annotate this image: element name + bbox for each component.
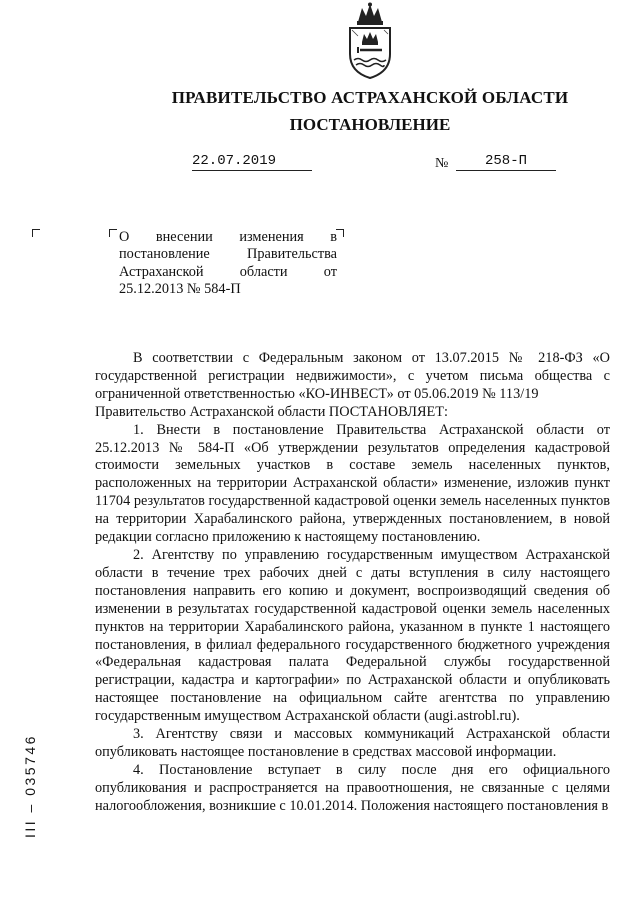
resolution-line: Правительство Астраханской области ПОСТАНОВЛЯЕТ: (95, 403, 448, 420)
subject-corner-mark-inner (109, 229, 117, 237)
item-paragraph-1: 1. Внести в постановление Правительства Астраханской области от 25.12.2013 № 584-П «Об утверждении результатов определения кадастровой стоимости земельных участков в составе земель населенных пунктов, расположенных на территории Астраханской области» изменение, изложив пункт 11704 результатов государственной кадастровой оценки земель населенных пунктов на территории Харабалинского района, утвержденных постановлением, в новой редакции согласно приложению к настоящему постановлению. (95, 421, 610, 546)
number-sign: № (435, 156, 449, 171)
document-subject: О внесении изменения в постановление Правительства Астраханской области от 25.12.2013 № 584-П (119, 229, 337, 298)
document-number: 258-П (456, 153, 556, 171)
preamble-paragraph: В соответствии с Федеральным законом от 13.07.2015 № 218-ФЗ «О государственной регистрации недвижимости», с учетом письма общества с ограниченной ответственностью «КО-ИНВЕСТ» от 05.06.2019 № 113/19 (95, 350, 610, 402)
item-paragraph-4: 4. Постановление вступает в силу после дня его официального опубликования и распространяется на правоотношения, не связанные с целями налогообложения, возникшие с 10.01.2014. Положения настоящего постановления в (95, 761, 610, 814)
subject-corner-mark-left (32, 229, 40, 237)
document-type-title: ПОСТАНОВЛЕНИЕ (289, 115, 451, 134)
document-date: 22.07.2019 (192, 153, 312, 171)
coat-of-arms-icon (336, 2, 404, 80)
subject-corner-mark-right (336, 229, 344, 237)
item-paragraph-3: 3. Агентству связи и массовых коммуникаций Астраханской области опубликовать настоящее постановление в средствах массовой информации. (95, 726, 610, 760)
organization-title: ПРАВИТЕЛЬСТВО АСТРАХАНСКОЙ ОБЛАСТИ (171, 88, 569, 107)
item-paragraph-2: 2. Агентству по управлению государственным имуществом Астраханской области в течение трех рабочих дней с даты вступления в силу настоящего постановления направить его копию и документ, воспроизводящий сведения об изменении в результатах государственной кадастровой оценки земель населенных пунктов на территории Харабалинского района, указанном в пункте 1 настоящего постановления, в филиал федерального государственного бюджетного учреждения «Федеральная кадастровая палата Федеральной службы государственной регистрации, кадастра и картографии» по Астраханской области и опубликовать настоящее постановление на официальном сайте агентства по управлению государственным имуществом Астраханской области (augi.astrobl.ru). (95, 546, 610, 725)
document-body (95, 350, 610, 816)
margin-serial-number: III – 035746 (22, 734, 38, 838)
